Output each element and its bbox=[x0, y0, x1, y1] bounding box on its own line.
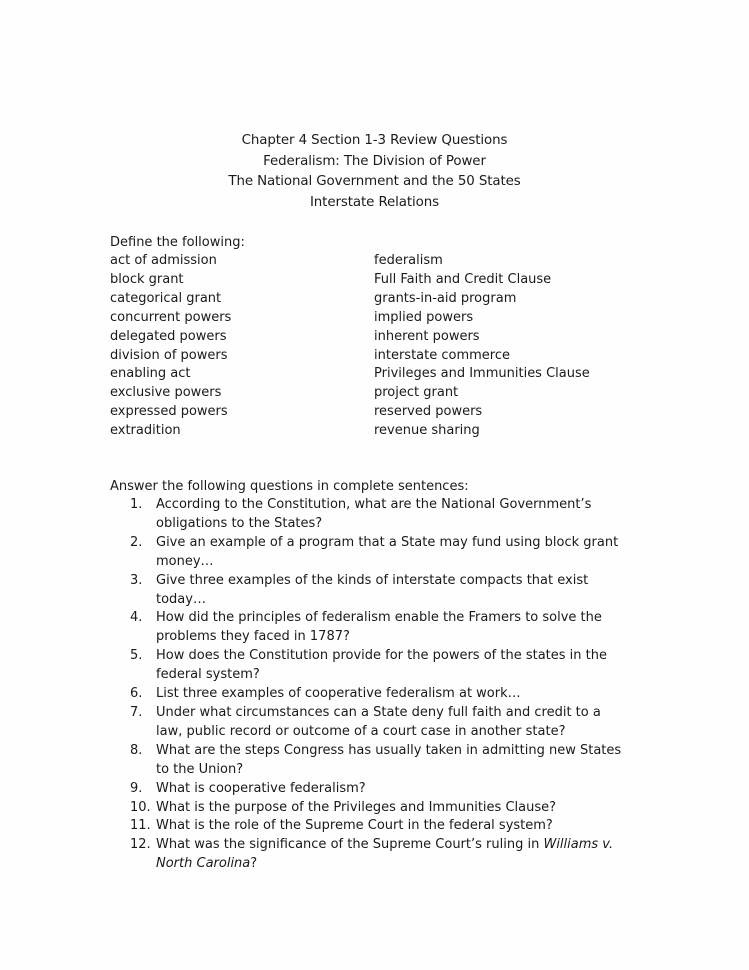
question-item bbox=[110, 817, 630, 836]
question-item bbox=[110, 609, 630, 647]
terms-list-right bbox=[374, 252, 590, 441]
question-item bbox=[110, 836, 630, 874]
question-text: Give an example of a program that a State may fund using block grant money… bbox=[156, 534, 619, 569]
question-item bbox=[110, 780, 630, 799]
term-item: federalism bbox=[374, 253, 443, 268]
term-item: Privileges and Immunities Clause bbox=[374, 366, 590, 382]
term-item: grants-in-aid program bbox=[374, 290, 517, 306]
question-number: 2. bbox=[130, 534, 143, 550]
term-item: delegated powers bbox=[110, 328, 227, 344]
question-text: What is cooperative federalism? bbox=[156, 780, 366, 796]
question-item bbox=[110, 704, 630, 742]
question-text bbox=[156, 837, 613, 871]
term-item: division of powers bbox=[110, 347, 228, 363]
document-title bbox=[0, 131, 749, 213]
title-section-line: The National Government and the 50 States bbox=[228, 174, 521, 189]
term-item: act of admission bbox=[110, 253, 217, 268]
term-item: revenue sharing bbox=[374, 423, 480, 439]
term-item: project grant bbox=[374, 385, 459, 401]
question-text: List three examples of cooperative federalism at work… bbox=[156, 686, 521, 702]
question-item bbox=[110, 685, 630, 704]
term-item: block grant bbox=[110, 271, 184, 287]
term-item: exclusive powers bbox=[110, 385, 222, 401]
question-text: Give three examples of the kinds of interstate compacts that exist today… bbox=[156, 572, 589, 607]
questions-list bbox=[110, 496, 630, 874]
question-number: 11. bbox=[130, 818, 151, 834]
title-subject-line: Federalism: The Division of Power bbox=[263, 153, 486, 169]
case-name: Williams v. North Carolina bbox=[156, 837, 614, 872]
question-text: What is the purpose of the Privileges and Immunities Clause? bbox=[156, 799, 557, 815]
question-item bbox=[110, 572, 630, 610]
question-number: 5. bbox=[130, 648, 143, 664]
title-chapter-line: Chapter 4 Section 1-3 Review Questions bbox=[241, 133, 508, 148]
question-text: How did the principles of federalism enable the Framers to solve the problems they faced in 1787? bbox=[156, 610, 602, 645]
question-number: 1. bbox=[130, 497, 143, 512]
question-item bbox=[110, 647, 630, 685]
term-item: expressed powers bbox=[110, 404, 228, 420]
terms-list-left bbox=[110, 252, 231, 441]
question-number: 9. bbox=[130, 780, 143, 796]
question-text: What are the steps Congress has usually taken in admitting new States to the Union? bbox=[156, 742, 622, 777]
question-number: 3. bbox=[130, 572, 143, 588]
question-text-after: ? bbox=[250, 856, 258, 872]
question-number: 10. bbox=[130, 799, 151, 815]
term-item: enabling act bbox=[110, 366, 191, 382]
questions-heading: Answer the following questions in complete sentences: bbox=[110, 479, 469, 494]
term-item: reserved powers bbox=[374, 404, 483, 420]
term-item: interstate commerce bbox=[374, 347, 510, 363]
question-text: Under what circumstances can a State deny full faith and credit to a law, public record or outcome of a court case in another state? bbox=[156, 704, 601, 739]
question-number: 6. bbox=[130, 686, 143, 702]
term-item: implied powers bbox=[374, 309, 474, 325]
question-item bbox=[110, 534, 630, 572]
question-item bbox=[110, 496, 630, 534]
question-number: 7. bbox=[130, 704, 143, 720]
term-item: extradition bbox=[110, 423, 181, 439]
term-item: Full Faith and Credit Clause bbox=[374, 271, 552, 287]
title-topic-line: Interstate Relations bbox=[309, 194, 440, 210]
define-heading: Define the following: bbox=[110, 235, 245, 250]
question-number: 4. bbox=[130, 610, 143, 626]
question-item bbox=[110, 742, 630, 780]
question-number: 8. bbox=[130, 742, 143, 758]
question-item bbox=[110, 799, 630, 818]
term-item: categorical grant bbox=[110, 290, 222, 306]
question-text: What is the role of the Supreme Court in the federal system? bbox=[156, 818, 553, 834]
term-item: inherent powers bbox=[374, 328, 480, 344]
term-item: concurrent powers bbox=[110, 309, 232, 325]
question-text: According to the Constitution, what are the National Government’s obligations to the States? bbox=[156, 497, 592, 531]
question-number: 12. bbox=[130, 837, 151, 853]
question-text: How does the Constitution provide for the powers of the states in the federal system? bbox=[156, 648, 607, 683]
question-text-before: What was the significance of the Supreme Court’s ruling in bbox=[156, 837, 544, 853]
